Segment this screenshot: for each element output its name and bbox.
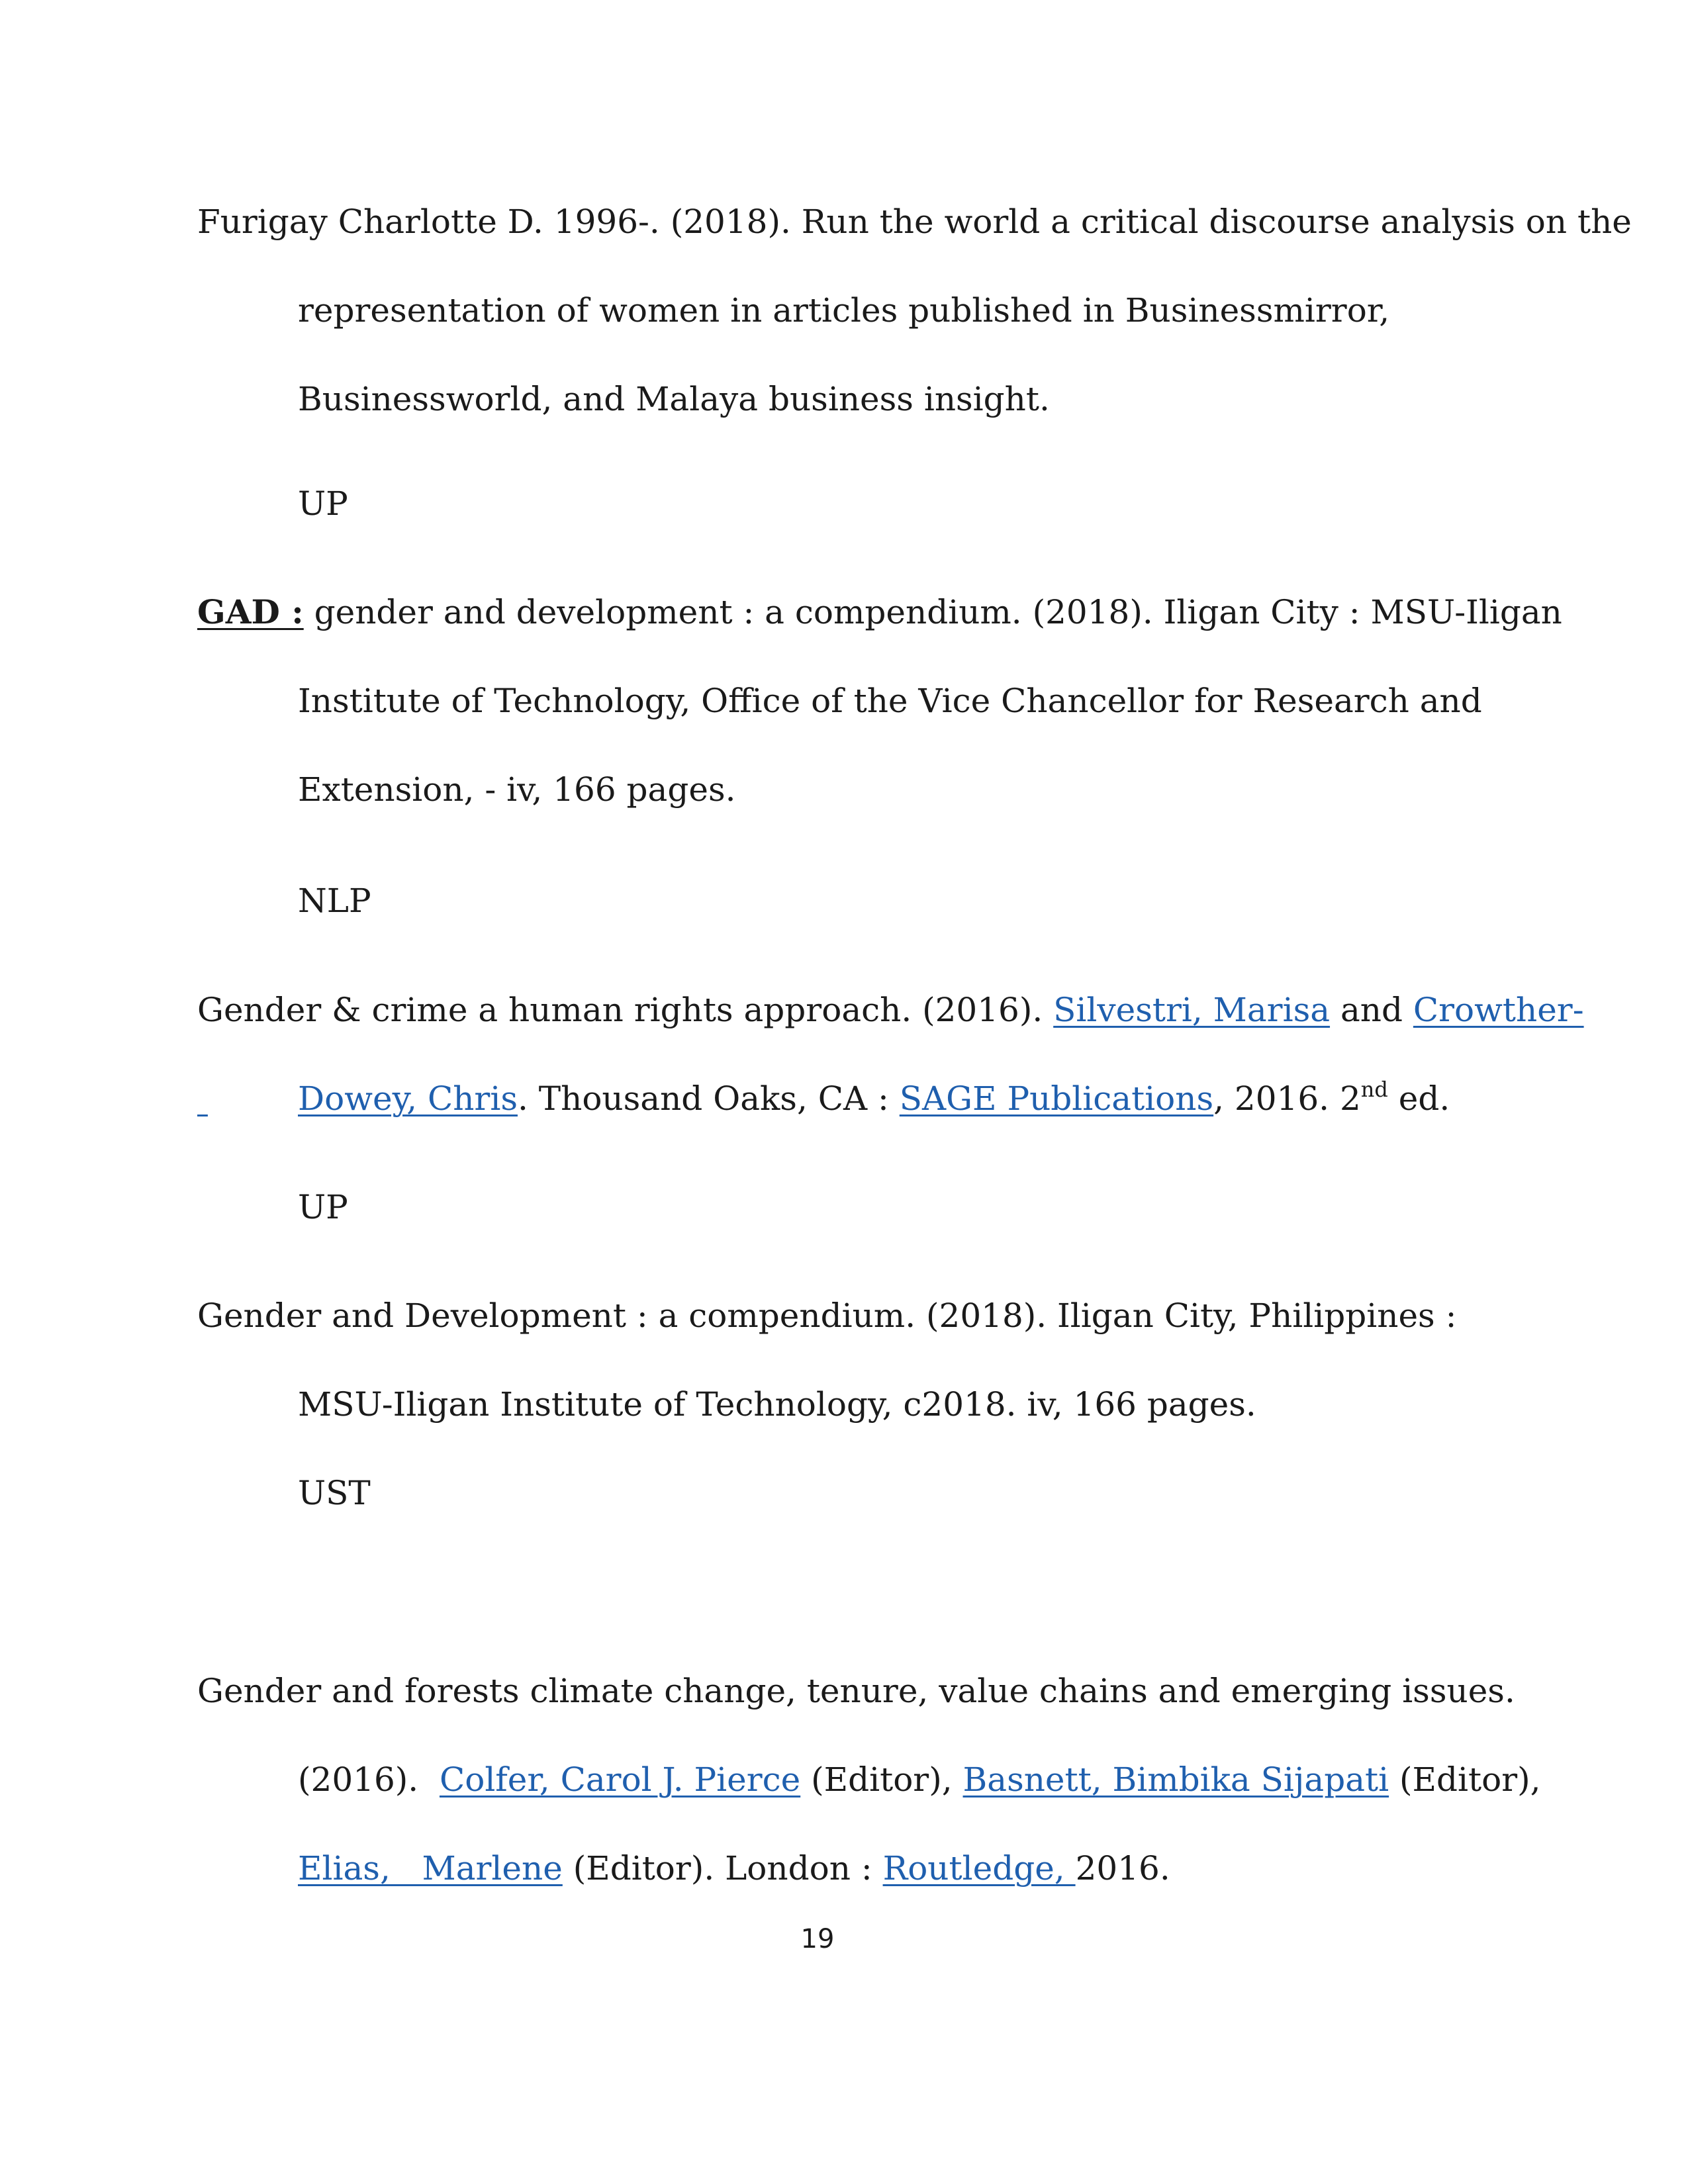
entry-2-line-2: Institute of Technology, Office of the Vice Chancellor for Research and [298,682,1482,720]
editor-3-role: (Editor). London : [562,1849,883,1888]
entry-1-line-3: Businessworld, and Malaya business insight. [298,380,1050,418]
entry-2-bold-title: GAD : [197,592,304,631]
publisher-link-routledge[interactable]: Routledge, [882,1849,1076,1888]
author-link-silvestri[interactable]: Silvestri, Marisa [1053,991,1331,1029]
editor-1-role: (Editor), [800,1760,963,1799]
entry-5-line-1: Gender and forests climate change, tenure, value chains and emerging issues. [197,1672,1515,1710]
author-link-underline-indent[interactable] [197,1079,298,1118]
entry-5-line-2 [298,1760,1541,1799]
entry-3-edition: ed. [1387,1079,1450,1118]
entry-3-library: UP [298,1188,348,1226]
author-link-crowther-dowey-part1[interactable]: Crowther- [1413,991,1584,1029]
publisher-link-sage[interactable]: SAGE Publications [899,1079,1214,1118]
editor-2-role: (Editor), [1389,1760,1541,1799]
editor-link-elias[interactable]: Elias, Marlene [298,1849,563,1888]
page-number: 19 [800,1924,835,1954]
author-link-crowther-dowey-part2[interactable]: Dowey, Chris [298,1079,518,1118]
entry-2-line-1-rest: gender and development : a compendium. (2018). Iligan City : MSU-Iligan [303,593,1562,631]
entry-2-line-3: Extension, - iv, 166 pages. [298,770,736,809]
entry-2-library: NLP [298,882,371,920]
entry-4-library: UST [298,1474,371,1512]
entry-4-line-1: Gender and Development : a compendium. (2018). Iligan City, Philippines : [197,1297,1457,1335]
entry-3-place: . Thousand Oaks, CA : [517,1079,900,1118]
entry-2-line-1 [197,592,1562,632]
editor-link-colfer[interactable]: Colfer, Carol J. Pierce [439,1760,801,1799]
entry-3-and: and [1330,991,1413,1029]
entry-4-line-2: MSU-Iligan Institute of Technology, c2018. iv, 166 pages. [298,1385,1256,1424]
edition-superscript: nd [1360,1077,1388,1102]
editor-link-basnett[interactable]: Basnett, Bimbika Sijapati [962,1760,1389,1799]
entry-3-title: Gender & crime a human rights approach. (2016). [197,991,1054,1029]
entry-3-line-1 [197,990,1584,1030]
entry-1-library: UP [298,484,348,523]
entry-5-year: (2016). [298,1760,440,1799]
entry-5-year-end: 2016. [1075,1849,1170,1888]
entry-5-line-3 [298,1848,1170,1888]
entry-3-line-2 [197,1079,1450,1118]
entry-1-line-2: representation of women in articles published in Businessmirror, [298,291,1390,330]
entry-3-year: , 2016. 2 [1213,1079,1361,1118]
entry-1-line-1: Furigay Charlotte D. 1996-. (2018). Run the world a critical discourse analysis on the [197,203,1632,241]
